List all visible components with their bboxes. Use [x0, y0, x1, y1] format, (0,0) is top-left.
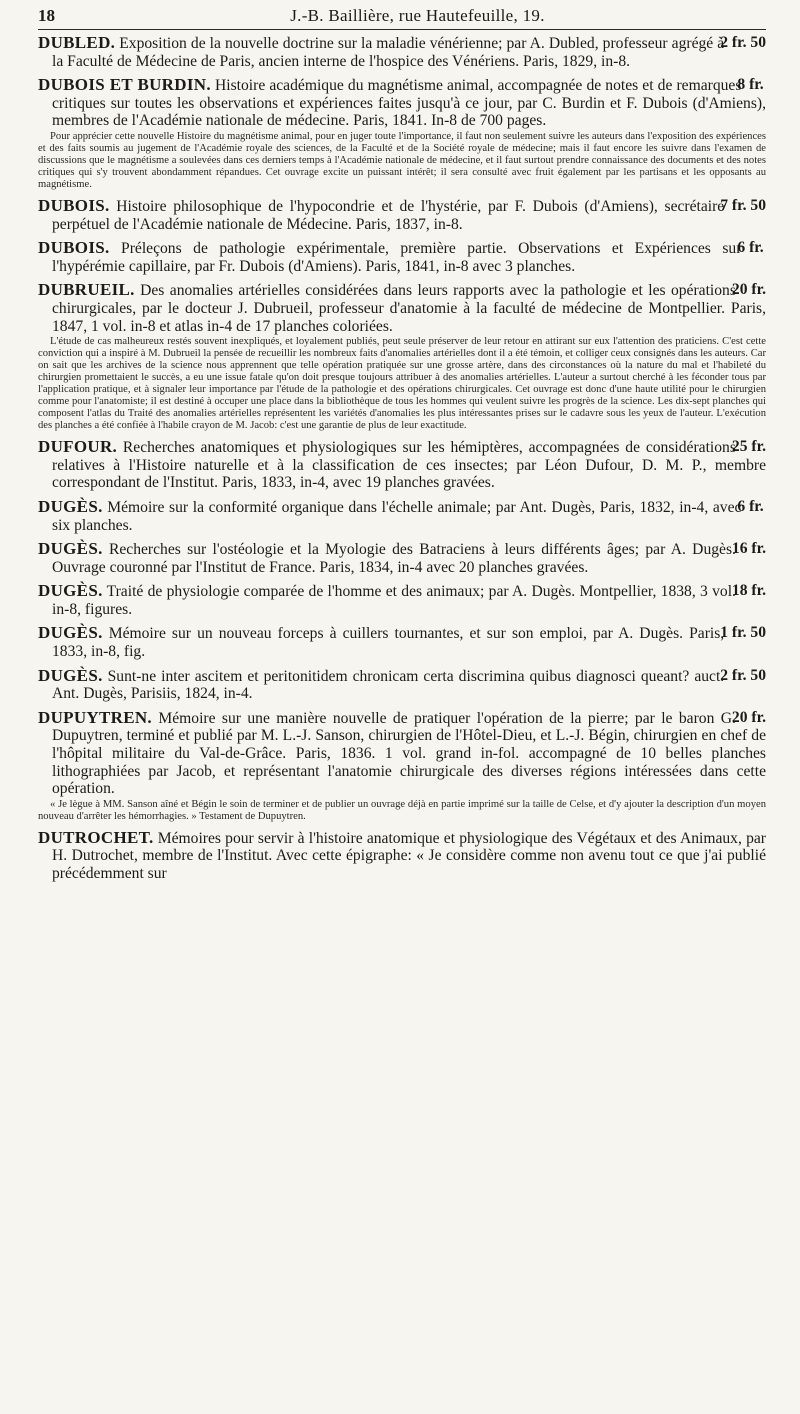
running-title: J.-B. Baillière, rue Hautefeuille, 19.: [290, 6, 545, 25]
entry-body: [38, 709, 766, 798]
entry-description: Mémoire sur une manière nouvelle de pratiquer l'opération de la pierre; par le baron G. Dupuytren, terminé et publié par M. L.-J. Sanson, chirurgien de l'Hôtel-Dieu, et L.-J. Bégin, chirurgien en chef de l'hôpital militaire du Val-de-Grâce. Paris, 1836. 1 vol. grand in-fol. accompagné de 10 belles planches lithographiées par Jacob, et représentant l'anatomie chirurgicale des diverses régions intéressées dans cette opération.: [52, 709, 766, 798]
page-header: [38, 6, 766, 30]
entry-author: DUBOIS.: [38, 238, 110, 258]
entry-body: [38, 281, 766, 335]
catalogue-entry: [38, 829, 766, 883]
entry-price: 6 fr.: [737, 497, 764, 515]
entry-body: [38, 582, 766, 618]
entry-description: Préleçons de pathologie expérimentale, première partie. Observations et Expériences sur l'hypérémie capillaire, par Fr. Dubois (d'Amiens). Paris, 1841, in-8 avec 3 planches.: [52, 240, 742, 275]
page-number: 18: [38, 6, 55, 25]
catalogue-entry: [38, 624, 766, 660]
entry-body: [38, 438, 766, 492]
entry-note: L'étude de cas malheureux restés souvent inexpliqués, et loyalement publiés, peut seule préserver de leur retour en attirant sur eux l'attention des praticiens. C'est cette conviction qui a inspiré à M. Dubrueil la pensée de recueillir les nombreux faits d'anomalies artérielles dont il a été témoin, et colliger ceux consignés dans les auteurs. Car on sait que les archives de la science nous apprennent que telle opération pratiquée sur une grosse artère, dans des circonstances où la nature du mal et l'habileté du chirurgien promettaient le succès, a eu une issue fatale qu'on doit presque toujours attribuer à des anomalies artérielles. L'auteur a surtout cherché à les féconder tous par l'application pratique, et à signaler leur importance par l'étude de la pathologie et des opérations chirurgicales. Cet ouvrage est donc d'une haute utilité pour le chirurgien comme pour l'anatomiste; il est destiné à occuper une place dans la bibliothèque de tous les hommes qui veulent suivre les progrès de la science. Les dix-sept planches qui composent l'atlas du Traité des anomalies artérielles représentent les variétés d'anomalies les plus intéressantes prises sur le cadavre sous les yeux de l'auteur. L'exécution des planches a été confiée à l'habile crayon de M. Jacob: c'est une garantie de plus de leur exactitude.: [38, 336, 766, 432]
entry-body: [38, 667, 766, 703]
entry-author: DUGÈS.: [38, 581, 103, 601]
entry-description: Des anomalies artérielles considérées dans leurs rapports avec la pathologie et les opérations chirurgicales, par le docteur J. Dubrueil, professeur d'anatomie à la faculté de médecine de Montpellier. Paris, 1847, 1 vol. in-8 et atlas in-4 de 17 planches coloriées.: [52, 282, 766, 335]
catalogue-entry: [38, 709, 766, 823]
entry-price: 2 fr. 50: [720, 34, 766, 51]
catalogue-entries: [38, 34, 766, 883]
entry-author: DUBLED.: [38, 33, 116, 52]
entry-description: Mémoires pour servir à l'histoire anatomique et physiologique des Végétaux et des Animaux, par H. Dutrochet, membre de l'Institut. Avec cette épigraphe: « Je considère comme non avenu tout ce que j'ai publié précédemment sur: [52, 829, 766, 882]
entry-author: DUTROCHET.: [38, 827, 154, 847]
entry-author: DUBOIS ET BURDIN.: [38, 75, 211, 95]
entry-author: DUGÈS.: [38, 665, 103, 685]
entry-description: Recherches anatomiques et physiologiques sur les hémiptères, accompagnées de considérations relatives à l'Histoire naturelle et à la classification de ces insectes; par Léon Dufour, D. M. P., membre correspondant de l'Institut. Paris, 1833, in-4, avec 19 planches gravées.: [52, 439, 766, 492]
entry-author: DUGÈS.: [38, 623, 103, 643]
entry-author: DUPUYTREN.: [38, 707, 152, 727]
entry-body: [38, 34, 766, 70]
entry-price: 8 fr.: [737, 76, 764, 94]
entry-author: DUBRUEIL.: [38, 280, 135, 300]
entry-description: Mémoire sur un nouveau forceps à cuillers tournantes, et sur son emploi, par A. Dugès. Paris, 1833, in-8, fig.: [52, 625, 725, 661]
catalogue-entry: [38, 76, 766, 191]
entry-description: Histoire académique du magnétisme animal, accompagnée de notes et de remarques critiques sur toutes les observations et expériences faites jusqu'à ce jour, par C. Burdin et F. Dubois (d'Amiens), membres de l'Académie nationale de médecine. Paris, 1841. In-8 de 700 pages.: [52, 77, 766, 130]
entry-price: 2 fr. 50: [720, 666, 766, 684]
entry-description: Histoire philosophique de l'hypocondrie et de l'hystérie, par F. Dubois (d'Amiens), secrétaire perpétuel de l'Académie nationale de Médecine. Paris, 1837, in-8.: [52, 197, 725, 233]
catalogue-entry: [38, 197, 766, 233]
entry-price: 20 fr.: [731, 708, 766, 726]
entry-price: 1 fr. 50: [720, 624, 766, 642]
entry-price: 16 fr.: [731, 540, 766, 558]
catalogue-entry: [38, 582, 766, 618]
entry-description: Mémoire sur la conformité organique dans l'échelle animale; par Ant. Dugès, Paris, 1832, in-4, avec six planches.: [52, 498, 742, 534]
entry-author: DUGÈS.: [38, 539, 103, 559]
entry-body: [38, 540, 766, 576]
catalogue-entry: [38, 239, 766, 275]
catalogue-entry: [38, 34, 766, 70]
catalogue-entry: [38, 281, 766, 432]
catalogue-entry: [38, 667, 766, 703]
entry-price: 18 fr.: [731, 582, 766, 600]
entry-body: [38, 76, 766, 130]
catalogue-entry: [38, 540, 766, 576]
entry-description: Traité de physiologie comparée de l'homme et des animaux; par A. Dugès. Montpellier, 1838, 3 vol. in-8, figures.: [52, 583, 736, 618]
entry-price: 6 fr.: [737, 239, 764, 257]
entry-author: DUBOIS.: [38, 195, 110, 215]
entry-body: [38, 829, 766, 883]
entry-description: Sunt-ne inter ascitem et peritonitidem chronicam certa discrimina quibus diagnosci queant? auct. Ant. Dugès, Parisiis, 1824, in-4.: [52, 667, 725, 703]
entry-body: [38, 239, 766, 275]
entry-price: 25 fr.: [731, 438, 766, 456]
catalogue-entry: [38, 438, 766, 492]
entry-author: DUFOUR.: [38, 437, 118, 457]
entry-price: 20 fr.: [731, 281, 766, 299]
entry-description: Exposition de la nouvelle doctrine sur la maladie vénérienne; par A. Dubled, professeur agrégé à la Faculté de Médecine de Paris, ancien interne de l'hospice des Vénériens. Paris, 1829, in-8.: [52, 35, 725, 70]
catalogue-entry: [38, 498, 766, 534]
entry-description: Recherches sur l'ostéologie et la Myologie des Batraciens à leurs différents âges; par A. Dugès. Ouvrage couronné par l'Institut de France. Paris, 1834, in-4 avec 20 planches gravées.: [52, 541, 736, 576]
entry-note: Pour apprécier cette nouvelle Histoire du magnétisme animal, pour en juger toute l'importance, il faut non seulement suivre les auteurs dans l'exposition des expériences et des faits soumis au jugement de l'Académie royale des sciences, de la Faculté et de la Société royale de médecine; mais il faut encore les suivre dans l'examen de discussions que le magnétisme a soulevées dans ces derniers temps à l'Académie nationale de médecine, et il faut surtout prendre connaissance des documents et des notes critiques qui s'y trouvent abondamment répandues. Cet ouvrage excite un puissant intérêt; il sera consulté avec fruit également par les partisans et les opposants au magnétisme.: [38, 130, 766, 190]
entry-author: DUGÈS.: [38, 496, 103, 516]
entry-body: [38, 624, 766, 660]
entry-body: [38, 498, 766, 534]
entry-price: 7 fr. 50: [720, 196, 766, 214]
entry-body: [38, 197, 766, 233]
entry-note: « Je lègue à MM. Sanson aîné et Bégin le soin de terminer et de publier un ouvrage déjà en partie imprimé sur la taille de Celse, et d'y ajouter la description d'un moyen nouveau d'arrêter les hémorrhagies. » Testament de Dupuytren.: [38, 798, 766, 822]
